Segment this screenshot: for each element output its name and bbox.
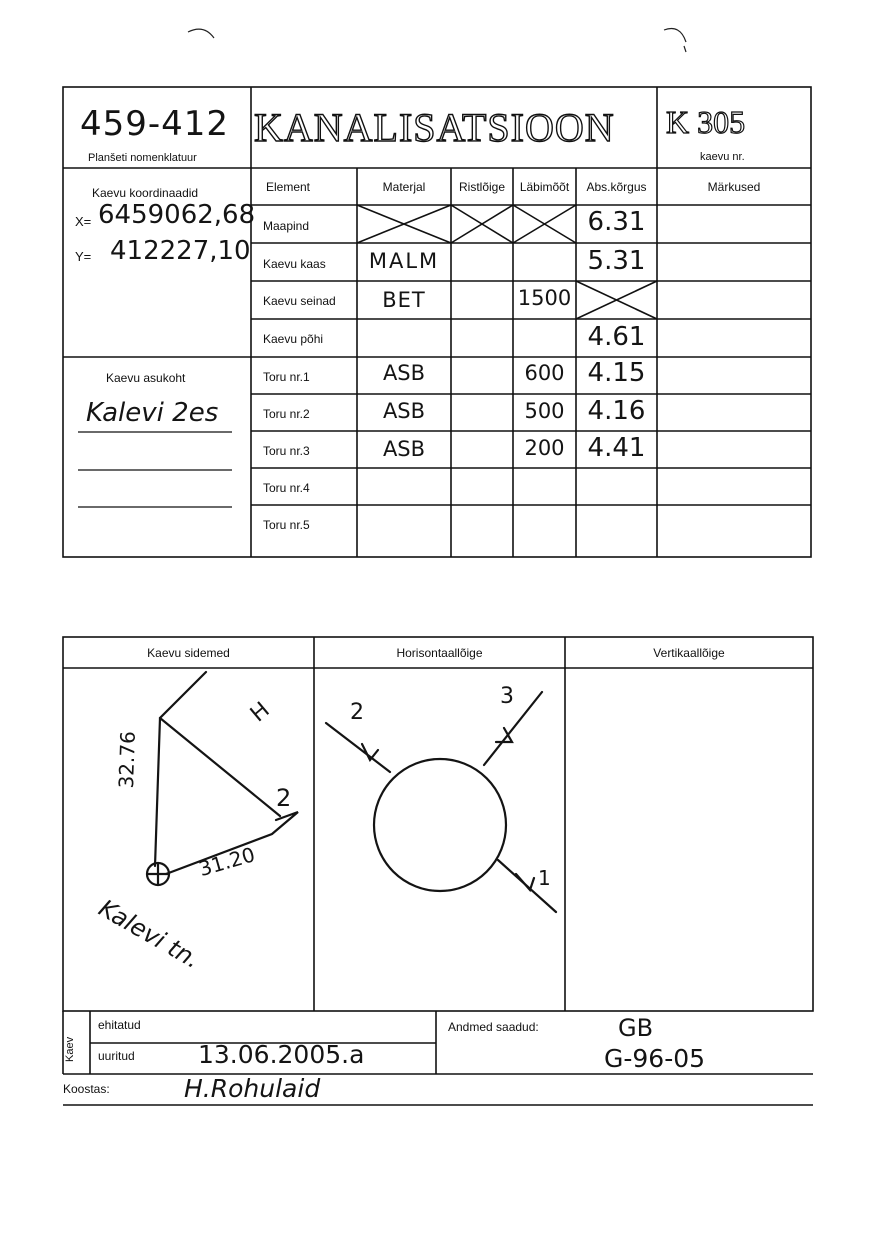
surveyed-label: uuritud bbox=[98, 1049, 135, 1063]
table-row-element: Toru nr.2 bbox=[263, 407, 310, 421]
table-cell-material: ASB bbox=[382, 361, 426, 385]
surveyed-value: 13.06.2005.a bbox=[198, 1040, 365, 1069]
header-section: Ristlõige bbox=[458, 180, 506, 194]
location-value: Kalevi 2es bbox=[86, 398, 219, 428]
table-cell-material: ASB bbox=[382, 399, 426, 423]
data-source-label: Andmed saadud: bbox=[448, 1020, 539, 1034]
page-title: KANALISATSIOON bbox=[254, 105, 615, 150]
table-row-element: Toru nr.1 bbox=[263, 370, 310, 384]
ties-label: Kaevu sidemed bbox=[147, 646, 230, 660]
table-row-element: Toru nr.3 bbox=[263, 444, 310, 458]
location-label: Kaevu asukoht bbox=[106, 371, 186, 385]
corner-label: 2 bbox=[276, 784, 292, 812]
table-row-element: Toru nr.4 bbox=[263, 481, 310, 495]
table-cell-height: 5.31 bbox=[587, 246, 646, 276]
plan-number: 459-412 bbox=[80, 104, 230, 144]
header-diameter: Läbimõõt bbox=[519, 180, 570, 194]
table-row-element: Maapind bbox=[263, 219, 310, 233]
table-cell-height: 6.31 bbox=[587, 207, 646, 237]
header-element: Element bbox=[265, 180, 311, 194]
x-coordinate: 6459062,68 bbox=[98, 200, 256, 230]
y-coordinate: 412227,10 bbox=[110, 236, 251, 266]
pipe-3-label: 3 bbox=[500, 684, 514, 709]
plan-number-label: Planšeti nomenklatuur bbox=[88, 152, 197, 164]
table-cell-material: MALM bbox=[368, 249, 440, 273]
house-label: H bbox=[245, 697, 275, 728]
table-cell-diameter: 200 bbox=[524, 436, 565, 460]
table-row-element: Kaevu seinad bbox=[263, 294, 336, 308]
table-cell-diameter: 1500 bbox=[517, 286, 572, 310]
pipe-2-label: 2 bbox=[350, 700, 364, 725]
author-label: Koostas: bbox=[63, 1082, 110, 1096]
distance-bottom: 31.20 bbox=[196, 842, 258, 882]
horizontal-section-sketch bbox=[326, 692, 556, 912]
header-material: Materjal bbox=[382, 180, 426, 194]
y-label: Y= bbox=[75, 249, 92, 264]
table-row-element: Kaevu põhi bbox=[263, 332, 324, 346]
table-cell-height: 4.61 bbox=[587, 322, 646, 352]
built-label: ehitatud bbox=[98, 1018, 141, 1032]
table-cell-material: BET bbox=[382, 288, 426, 312]
street-label: Kalevi tn. bbox=[94, 894, 205, 975]
table-cell-height: 4.16 bbox=[587, 396, 646, 426]
table-cell-height: 4.41 bbox=[587, 433, 646, 463]
data-source-value-2: G-96-05 bbox=[604, 1044, 706, 1073]
header-notes: Märkused bbox=[707, 180, 761, 194]
horizontal-section-label: Horisontaallõige bbox=[396, 646, 483, 660]
table-cell-diameter: 500 bbox=[524, 399, 565, 423]
author-value: H.Rohulaid bbox=[184, 1074, 321, 1103]
distance-side: 32.76 bbox=[114, 730, 140, 789]
data-source-value-1: GB bbox=[618, 1014, 654, 1042]
header-height: Abs.kõrgus bbox=[586, 180, 647, 194]
table-cell-diameter: 600 bbox=[524, 361, 565, 385]
well-number: K 305 bbox=[666, 104, 746, 140]
pipe-1-label: 1 bbox=[538, 866, 551, 890]
table-cell-material: ASB bbox=[382, 437, 426, 461]
coordinates-label: Kaevu koordinaadid bbox=[92, 186, 199, 200]
well-number-label: kaevu nr. bbox=[700, 151, 745, 163]
x-label: X= bbox=[75, 214, 92, 229]
table-cell-height: 4.15 bbox=[587, 358, 646, 388]
table-row-element: Toru nr.5 bbox=[263, 518, 310, 532]
vertical-section-label: Vertikaallõige bbox=[653, 646, 725, 660]
well-side-label: Kaev bbox=[64, 1036, 76, 1062]
table-row-element: Kaevu kaas bbox=[263, 257, 326, 271]
